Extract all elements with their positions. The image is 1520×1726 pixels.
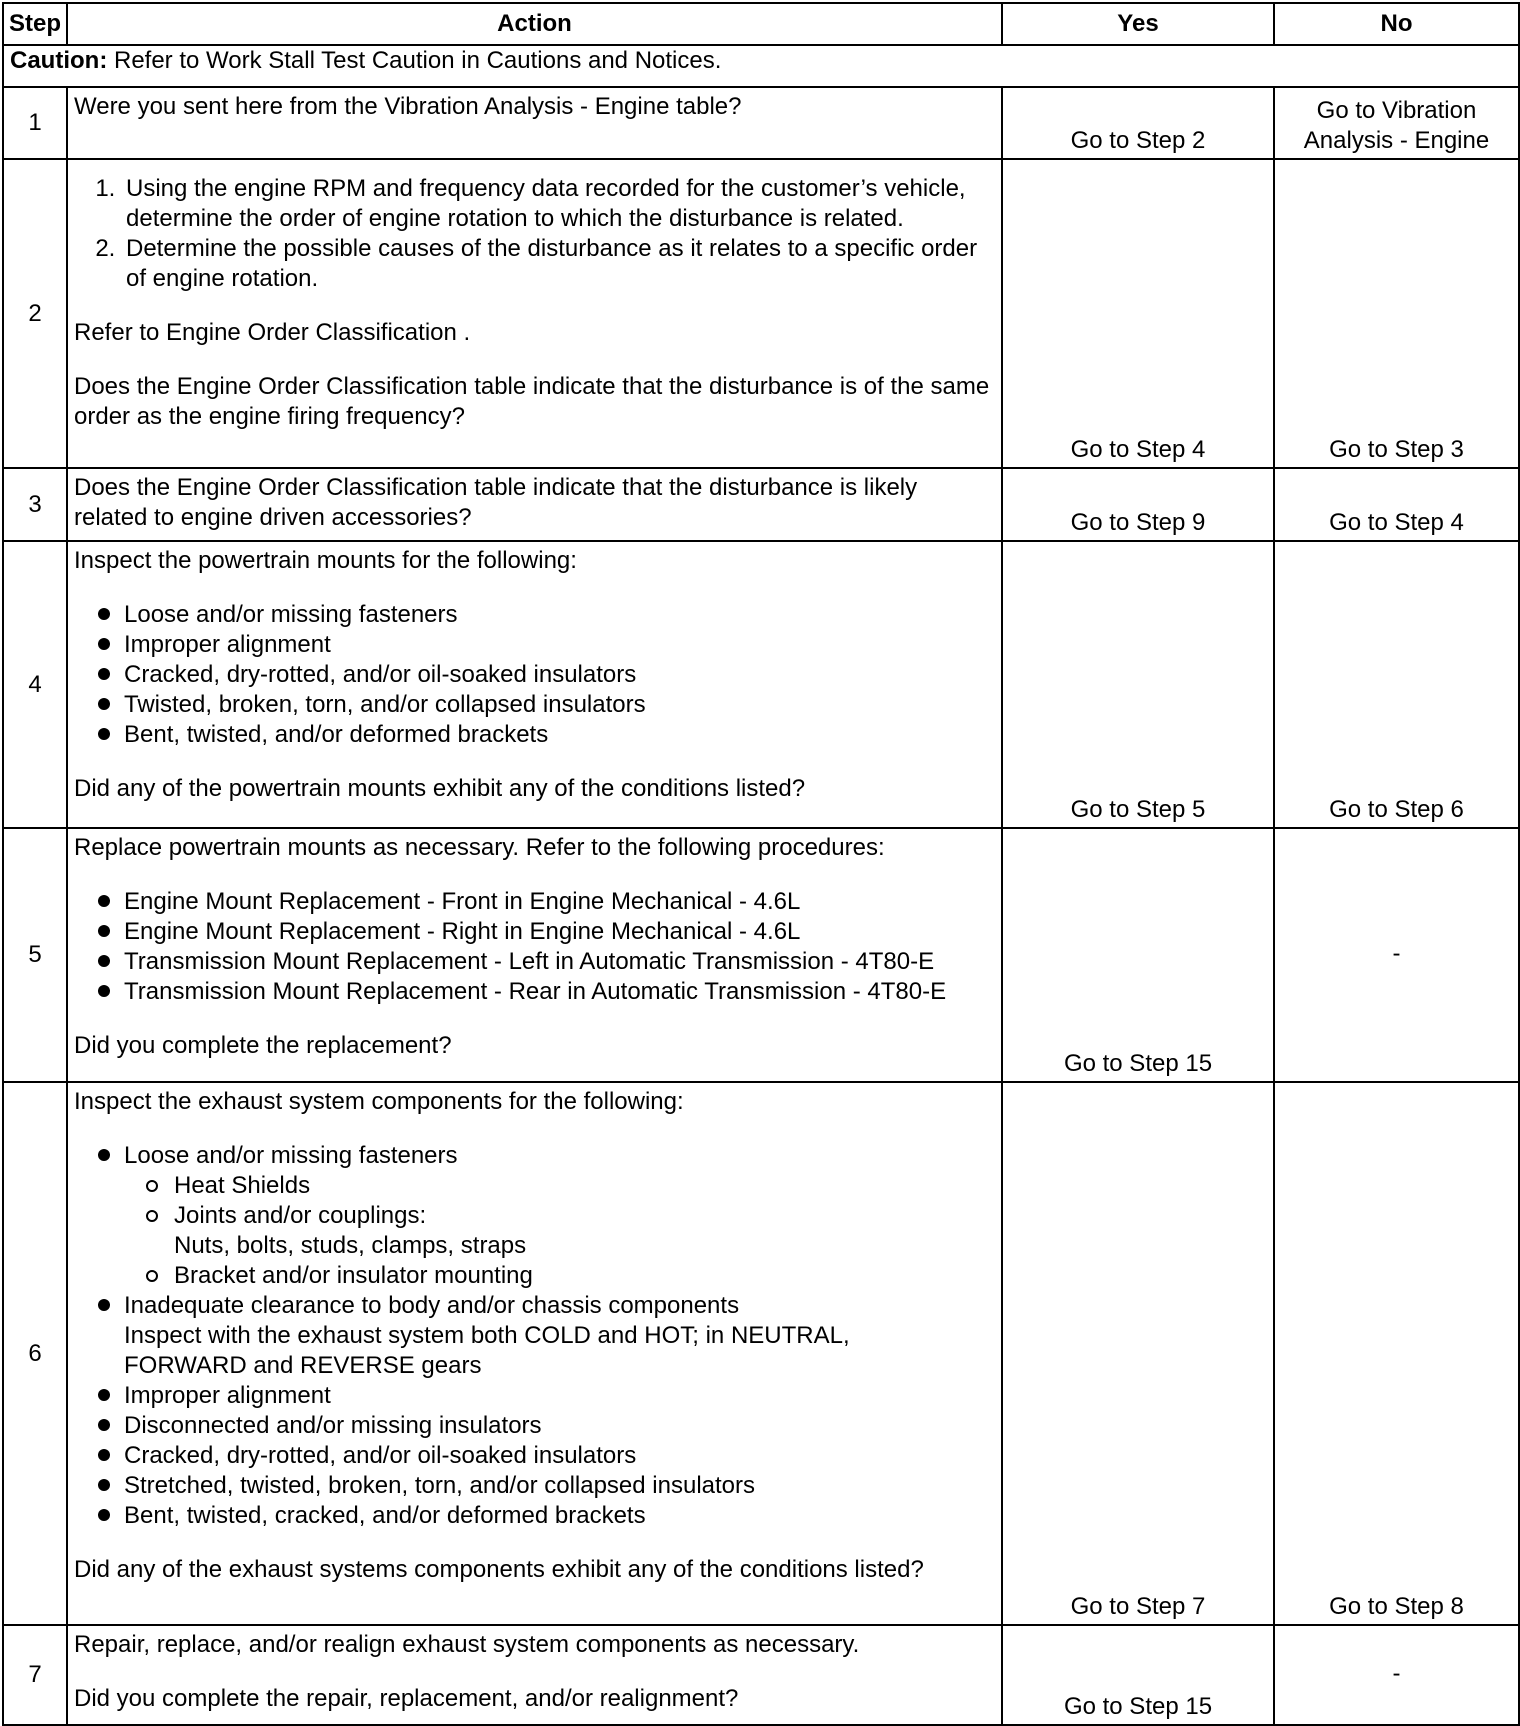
yes-cell: Go to Step 7 <box>1002 1082 1274 1625</box>
table-row <box>3 1082 1519 1625</box>
sub-item-text: Joints and/or couplings: <box>174 1202 427 1229</box>
list-item: 2. Determine the possible causes of the disturbance as it relates to a specific order of engine rotation. <box>122 234 995 294</box>
caution-text: Refer to Work Stall Test Caution in Cautions and Notices. <box>107 47 722 74</box>
list-item: Disconnected and/or missing insulators <box>94 1411 995 1441</box>
step-number: 5 <box>3 828 67 1082</box>
action-cell <box>67 828 1002 1082</box>
table-row <box>3 87 1519 159</box>
action-cell <box>67 541 1002 828</box>
step-question: Were you sent here from the Vibration Analysis - Engine table? <box>74 93 742 120</box>
step-number: 4 <box>3 541 67 828</box>
yes-cell: Go to Step 15 <box>1002 828 1274 1082</box>
step-question: Did you complete the replacement? <box>74 1032 452 1059</box>
step-question: Did you complete the repair, replacement, and/or realignment? <box>74 1685 739 1712</box>
no-cell: - <box>1274 1625 1519 1725</box>
table-row <box>3 1625 1519 1725</box>
header-action: Action <box>67 3 1002 45</box>
no-cell <box>1274 87 1519 159</box>
no-line: Go to Vibration <box>1316 97 1477 124</box>
step-question: Did any of the exhaust systems components exhibit any of the conditions listed? <box>74 1556 924 1583</box>
list-item: Stretched, twisted, broken, torn, and/or collapsed insulators <box>94 1471 995 1501</box>
bullet-list <box>74 1141 995 1531</box>
list-item: Improper alignment <box>94 1381 995 1411</box>
list-item: Engine Mount Replacement - Front in Engine Mechanical - 4.6L <box>94 887 995 917</box>
step-question: Does the Engine Order Classification table indicate that the disturbance is likely related to engine driven accessories? <box>74 474 918 531</box>
bullet-text: FORWARD and REVERSE gears <box>124 1352 482 1379</box>
action-cell <box>67 1082 1002 1625</box>
header-no: No <box>1274 3 1519 45</box>
yes-cell: Go to Step 2 <box>1002 87 1274 159</box>
sub-item: Heat Shields <box>144 1171 995 1201</box>
caution-row <box>3 45 1519 87</box>
list-item: Cracked, dry-rotted, and/or oil-soaked insulators <box>94 660 995 690</box>
bullet-list <box>74 887 995 1007</box>
sub-item-text: Nuts, bolts, studs, clamps, straps <box>174 1232 527 1259</box>
list-item: Cracked, dry-rotted, and/or oil-soaked insulators <box>94 1441 995 1471</box>
step-question: Does the Engine Order Classification table indicate that the disturbance is of the same order as the engine firing frequency? <box>74 373 990 430</box>
numbered-list <box>74 174 995 294</box>
step-number: 1 <box>3 87 67 159</box>
list-item: Bent, twisted, cracked, and/or deformed brackets <box>94 1501 995 1531</box>
yes-cell: Go to Step 5 <box>1002 541 1274 828</box>
list-item: Transmission Mount Replacement - Left in Automatic Transmission - 4T80-E <box>94 947 995 977</box>
bullet-list <box>74 600 995 750</box>
list-item <box>94 1291 995 1381</box>
bullet-text: Loose and/or missing fasteners <box>124 1142 458 1169</box>
step-intro: Inspect the powertrain mounts for the following: <box>74 547 577 574</box>
header-yes: Yes <box>1002 3 1274 45</box>
step-intro: Repair, replace, and/or realign exhaust system components as necessary. <box>74 1631 860 1658</box>
yes-cell: Go to Step 15 <box>1002 1625 1274 1725</box>
action-cell <box>67 468 1002 541</box>
table-row <box>3 159 1519 468</box>
action-cell <box>67 1625 1002 1725</box>
list-item: Transmission Mount Replacement - Rear in Automatic Transmission - 4T80-E <box>94 977 995 1007</box>
sub-list <box>124 1171 995 1291</box>
list-item: Loose and/or missing fasteners <box>94 600 995 630</box>
list-item <box>94 1141 995 1291</box>
yes-cell: Go to Step 4 <box>1002 159 1274 468</box>
list-item: Engine Mount Replacement - Right in Engine Mechanical - 4.6L <box>94 917 995 947</box>
step-number: 2 <box>3 159 67 468</box>
action-cell <box>67 87 1002 159</box>
list-item: Improper alignment <box>94 630 995 660</box>
step-intro: Replace powertrain mounts as necessary. Refer to the following procedures: <box>74 834 885 861</box>
table-row <box>3 468 1519 541</box>
sub-item <box>144 1201 995 1261</box>
sub-item: Bracket and/or insulator mounting <box>144 1261 995 1291</box>
no-cell: Go to Step 6 <box>1274 541 1519 828</box>
header-step: Step <box>3 3 67 45</box>
no-cell: Go to Step 3 <box>1274 159 1519 468</box>
table-row <box>3 828 1519 1082</box>
list-item: 1. Using the engine RPM and frequency data recorded for the customer’s vehicle, determine the order of engine rotation to which the disturbance is related. <box>122 174 995 234</box>
step-number: 7 <box>3 1625 67 1725</box>
step-number: 3 <box>3 468 67 541</box>
no-cell: Go to Step 4 <box>1274 468 1519 541</box>
list-item: Twisted, broken, torn, and/or collapsed insulators <box>94 690 995 720</box>
list-item: Bent, twisted, and/or deformed brackets <box>94 720 995 750</box>
caution-cell <box>3 45 1519 87</box>
caution-label: Caution: <box>10 47 108 74</box>
no-cell: Go to Step 8 <box>1274 1082 1519 1625</box>
refer-text: Refer to Engine Order Classification . <box>74 319 471 346</box>
bullet-text: Inspect with the exhaust system both COLD and HOT; in NEUTRAL, <box>124 1322 850 1349</box>
step-number: 6 <box>3 1082 67 1625</box>
action-cell <box>67 159 1002 468</box>
no-line: Analysis - Engine <box>1303 127 1490 154</box>
step-question: Did any of the powertrain mounts exhibit any of the conditions listed? <box>74 775 806 802</box>
yes-cell: Go to Step 9 <box>1002 468 1274 541</box>
no-cell: - <box>1274 828 1519 1082</box>
step-intro: Inspect the exhaust system components for the following: <box>74 1088 684 1115</box>
bullet-text: Inadequate clearance to body and/or chassis components <box>124 1292 740 1319</box>
header-row <box>3 3 1519 45</box>
diagnostic-table <box>2 2 1520 1726</box>
table-row <box>3 541 1519 828</box>
